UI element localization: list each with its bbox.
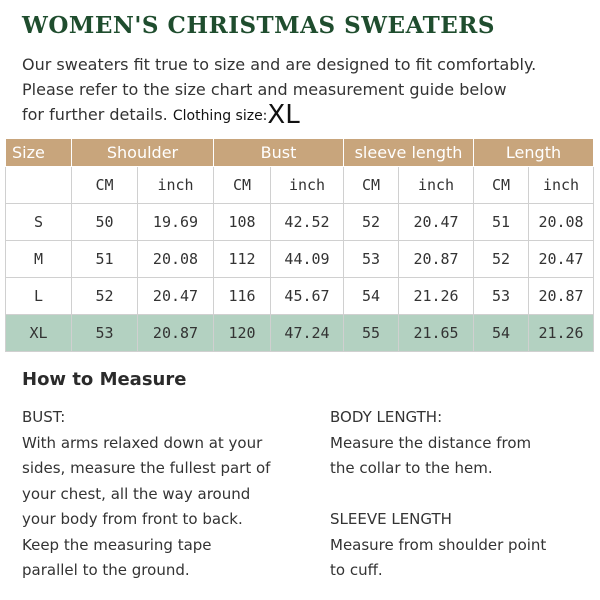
measurement-cell: 20.47 xyxy=(529,241,594,278)
unit-cell: inch xyxy=(271,167,344,204)
size-chart-header-row xyxy=(6,139,594,167)
measurement-cell: 120 xyxy=(214,315,271,352)
unit-cell: CM xyxy=(214,167,271,204)
measurement-cell: 20.87 xyxy=(399,241,474,278)
unit-cell: inch xyxy=(529,167,594,204)
size-chart-body xyxy=(6,204,594,352)
length-instructions xyxy=(330,405,590,584)
measurement-cell: 52 xyxy=(344,204,399,241)
measurement-cell: 50 xyxy=(72,204,138,241)
measurement-cell: 20.87 xyxy=(529,278,594,315)
size-chart-table xyxy=(5,138,594,352)
bust-line: With arms relaxed down at your xyxy=(22,433,263,452)
bust-line: your body from front to back. xyxy=(22,510,243,528)
intro-line-2: Please refer to the size chart and measurement guide below xyxy=(22,80,507,99)
intro-line-3-text: for further details. xyxy=(22,105,168,124)
sleeve-length-line: Measure from shoulder point xyxy=(330,535,547,554)
unit-cell: CM xyxy=(344,167,399,204)
measurement-cell: 21.26 xyxy=(399,278,474,315)
body-length-heading: BODY LENGTH: xyxy=(330,408,443,426)
header-sleeve-length: sleeve length xyxy=(344,139,474,167)
measurement-cell: 44.09 xyxy=(271,241,344,278)
page-title: WOMEN'S CHRISTMAS SWEATERS xyxy=(22,12,496,39)
body-length-line: the collar to the hem. xyxy=(330,459,493,477)
intro-line-3 xyxy=(22,102,582,129)
size-cell: M xyxy=(6,241,72,278)
measurement-cell: 55 xyxy=(344,315,399,352)
measurement-cell: 47.24 xyxy=(271,315,344,352)
size-row-xl xyxy=(6,315,594,352)
measurement-cell: 51 xyxy=(474,204,529,241)
header-shoulder: Shoulder xyxy=(72,139,214,167)
size-chart-units-row xyxy=(6,167,594,204)
bust-line: parallel to the ground. xyxy=(22,561,190,579)
size-row-l xyxy=(6,278,594,315)
size-cell: XL xyxy=(6,315,72,352)
unit-cell: CM xyxy=(72,167,138,204)
measurement-cell: 42.52 xyxy=(271,204,344,241)
measurement-cell: 20.87 xyxy=(138,315,214,352)
measurement-cell: 52 xyxy=(72,278,138,315)
measurement-cell: 20.08 xyxy=(529,204,594,241)
measurement-cell: 116 xyxy=(214,278,271,315)
header-size: Size xyxy=(6,139,72,167)
unit-cell: inch xyxy=(138,167,214,204)
measurement-cell: 108 xyxy=(214,204,271,241)
header-length: Length xyxy=(474,139,594,167)
measurement-cell: 51 xyxy=(72,241,138,278)
bust-instructions xyxy=(22,405,312,584)
clothing-size-label: Clothing size: xyxy=(172,108,268,124)
measurement-cell: 53 xyxy=(344,241,399,278)
measurement-cell: 20.08 xyxy=(138,241,214,278)
bust-line: Keep the measuring tape xyxy=(22,535,212,554)
measurement-cell: 21.65 xyxy=(399,315,474,352)
bust-line: your chest, all the way around xyxy=(22,484,251,503)
intro-line-1: Our sweaters fit true to size and are designed to fit comfortably. xyxy=(22,55,537,74)
measurement-cell: 53 xyxy=(72,315,138,352)
intro-text xyxy=(22,52,582,129)
unit-cell: CM xyxy=(474,167,529,204)
measurement-cell: 53 xyxy=(474,278,529,315)
size-row-m xyxy=(6,241,594,278)
measurement-cell: 45.67 xyxy=(271,278,344,315)
unit-cell: inch xyxy=(399,167,474,204)
measurement-cell: 20.47 xyxy=(399,204,474,241)
how-to-measure-title: How to Measure xyxy=(22,369,187,390)
measurement-cell: 112 xyxy=(214,241,271,278)
size-cell: S xyxy=(6,204,72,241)
clothing-size-value: XL xyxy=(267,100,300,130)
measurement-cell: 54 xyxy=(474,315,529,352)
units-blank xyxy=(6,167,72,204)
body-length-line: Measure the distance from xyxy=(330,433,532,452)
measurement-cell: 19.69 xyxy=(138,204,214,241)
measurement-cell: 20.47 xyxy=(138,278,214,315)
size-row-s xyxy=(6,204,594,241)
measurement-cell: 21.26 xyxy=(529,315,594,352)
sleeve-length-line: to cuff. xyxy=(330,561,383,579)
sleeve-length-heading: SLEEVE LENGTH xyxy=(330,510,452,528)
measurement-cell: 52 xyxy=(474,241,529,278)
header-bust: Bust xyxy=(214,139,344,167)
bust-heading: BUST: xyxy=(22,408,66,426)
size-cell: L xyxy=(6,278,72,315)
bust-line: sides, measure the fullest part of xyxy=(22,459,271,477)
measurement-cell: 54 xyxy=(344,278,399,315)
